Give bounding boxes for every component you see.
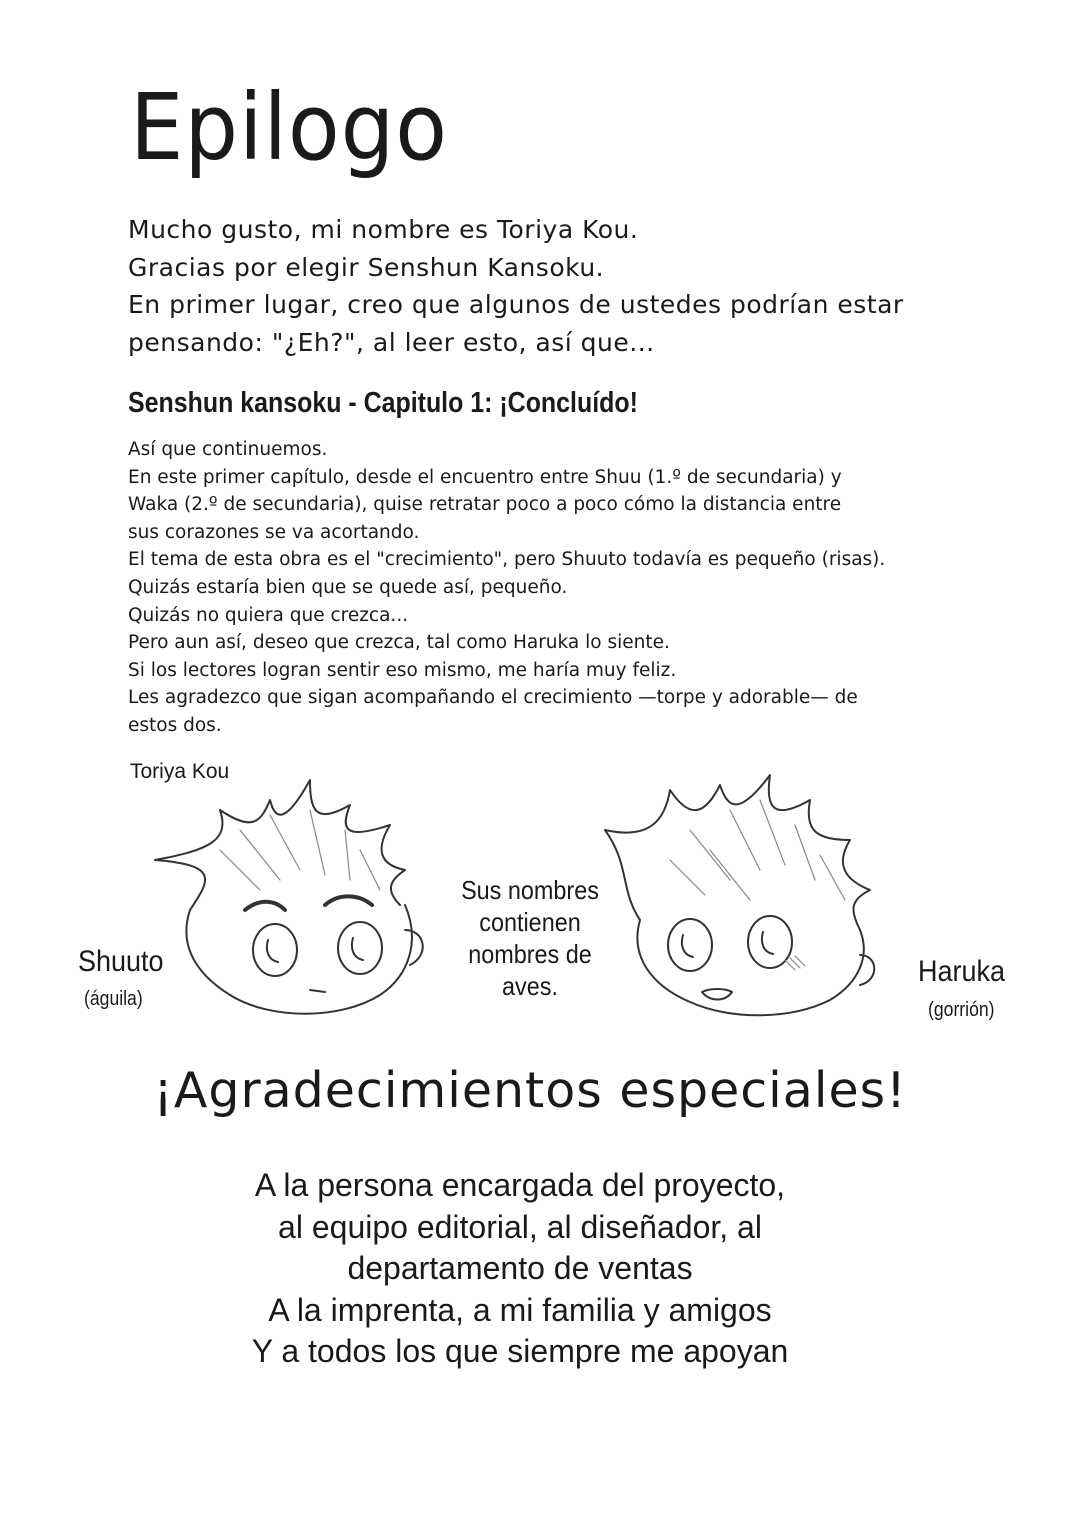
body-line: Quizás estaría bien que se quede así, pequeño.	[128, 576, 568, 598]
intro-line: Gracias por elegir Senshun Kansoku.	[128, 252, 605, 282]
intro-line: pensando: "¿Eh?", al leer esto, así que...	[128, 327, 655, 357]
intro-line: Mucho gusto, mi nombre es Toriya Kou.	[128, 215, 639, 244]
body-line: Waka (2.º de secundaria), quise retratar poco a poco cómo la distancia entre	[128, 494, 842, 516]
character-bird-shuuto: (águila)	[84, 988, 143, 1010]
body-line: Pero aun así, deseo que crezca, tal como Haruka lo siente.	[128, 632, 670, 654]
character-name-shuuto: Shuuto	[78, 945, 164, 978]
thanks-line: A la persona encargada del proyecto,	[254, 1167, 786, 1203]
page-title: Epilogo	[130, 74, 448, 181]
names-note-line: contienen	[479, 907, 581, 937]
chapter-subtitle: Senshun kansoku - Capitulo 1: ¡Concluído!	[128, 387, 638, 419]
thanks-line: Y a todos los que siempre me apoyan	[251, 1333, 789, 1369]
body-line: Quizás no quiera que crezca...	[128, 604, 409, 626]
author-signature: Toriya Kou	[130, 760, 230, 783]
body-line: Así que continuemos.	[128, 439, 328, 460]
character-bird-haruka: (gorrión)	[928, 999, 995, 1021]
haruka-sketch-illustration	[610, 770, 890, 1030]
thanks-line: A la imprenta, a mi familia y amigos	[268, 1291, 772, 1328]
body-line: sus corazones se va acortando.	[128, 521, 420, 543]
intro-line: En primer lugar, creo que algunos de ustedes podrían estar	[128, 290, 904, 319]
thanks-line: al equipo editorial, al diseñador, al	[278, 1208, 762, 1245]
thanks-line: departamento de ventas	[347, 1250, 693, 1286]
names-note-line: Sus nombres	[461, 875, 599, 905]
intro-paragraph	[128, 211, 988, 361]
body-line: Si los lectores logran sentir eso mismo, me haría muy feliz.	[128, 659, 677, 681]
thanks-list	[0, 1165, 1040, 1373]
names-note-line: aves.	[502, 971, 558, 1001]
character-name-haruka: Haruka	[918, 955, 1006, 988]
thanks-heading: ¡Agradecimientos especiales!	[153, 1062, 907, 1119]
body-line: El tema de esta obra es el "crecimiento", pero Shuuto todavía es pequeño (risas).	[128, 549, 886, 571]
names-note-line: nombres de	[468, 939, 592, 969]
body-line: estos dos.	[128, 714, 222, 736]
names-note	[449, 874, 611, 1002]
shuuto-sketch-illustration	[150, 770, 440, 1030]
body-paragraph	[128, 436, 1008, 740]
body-line: Les agradezco que sigan acompañando el crecimiento —torpe y adorable— de	[128, 687, 858, 709]
body-line: En este primer capítulo, desde el encuentro entre Shuu (1.º de secundaria) y	[128, 466, 842, 488]
